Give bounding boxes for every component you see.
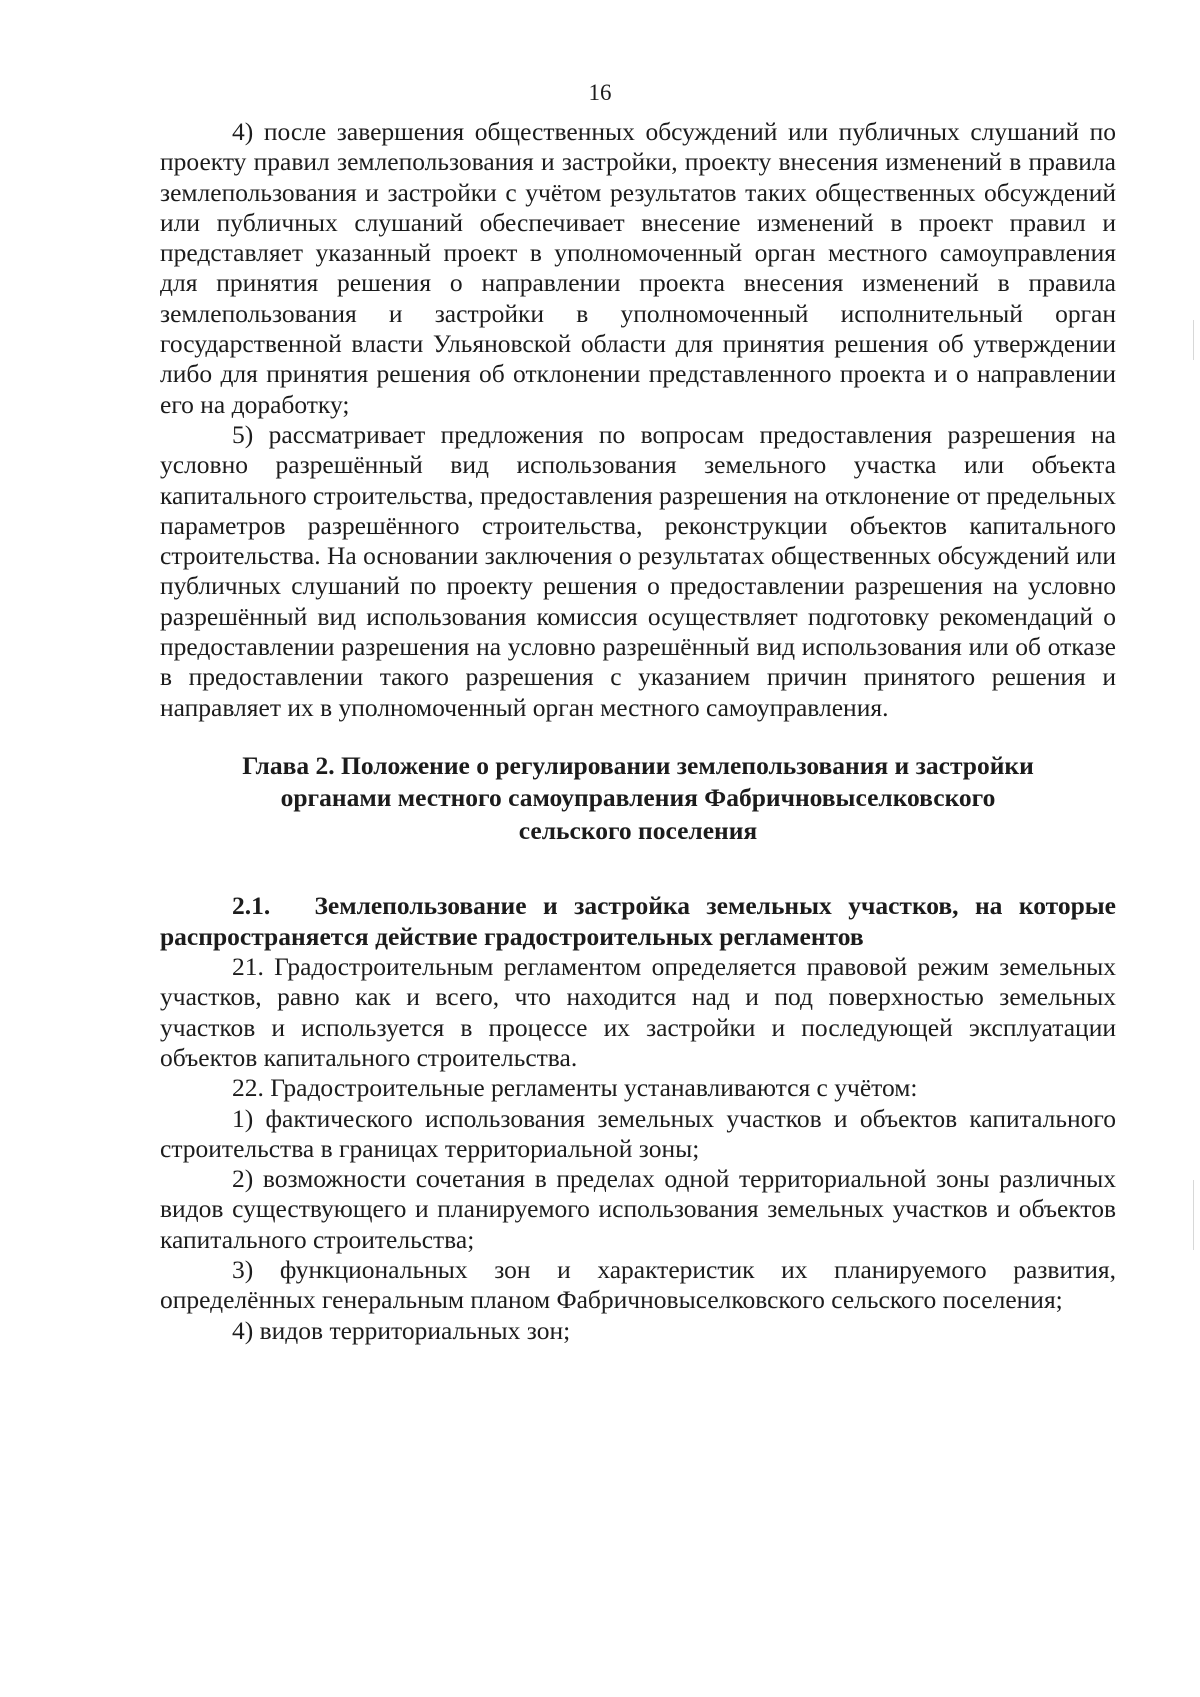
paragraph-22: 22. Градостроительные регламенты устанавливаются с учётом: [232, 1073, 918, 1103]
list-item-4: 4) видов территориальных зон; [232, 1315, 571, 1345]
document-body [160, 117, 1116, 1346]
list-item-2: 2) возможности сочетания в пределах одной территориальной зоны различных видов существующего и планируемого использования земельных участков и объектов капитального строительства; [160, 1164, 1116, 1254]
list-item-1: 1) фактического использования земельных участков и объектов капитального строительства в границах территориальной зоны; [160, 1103, 1116, 1163]
paragraph-item-4: 4) после завершения общественных обсуждений или публичных слушаний по проекту правил землепользования и застройки, проекту внесения изменений в правила землепользования и застройки с учётом результатов таких общественных обсуждений или публичных слушаний обеспечивает внесение изменений в проект правил и представляет указанный проект в уполномоченный орган местного самоуправления для принятия решения о направлении проекта внесения изменений в правила землепользования и застройки в уполномоченный исполнительный орган государственной власти Ульяновской области для принятия решения об утверждении либо для принятия решения об отклонении представленного проекта и о направлении его на доработку; [160, 117, 1116, 419]
list-item-3: 3) функциональных зон и характеристик их планируемого развития, определённых генеральным планом Фабричновыселковского сельского поселения; [160, 1255, 1116, 1315]
section-title: Землепользование и застройка земельных участков, на которые распространяется действие градостроительных регламентов [160, 891, 1116, 951]
paragraph-21: 21. Градостроительным регламентом определяется правовой режим земельных участков, равно как и всего, что находится над и под поверхностью земельных участков и используется в процессе их застройки и последующей эксплуатации объектов капитального строительства. [160, 952, 1116, 1072]
chapter-heading-line-2: органами местного самоуправления Фабричновыселковского [280, 783, 996, 813]
chapter-heading-line-1: Глава 2. Положение о регулировании землепользования и застройки [242, 750, 1034, 780]
paragraph-item-5: 5) рассматривает предложения по вопросам предоставления разрешения на условно разрешённый вид использования земельного участка или объекта капитального строительства, предоставления разрешения на отклонение от предельных параметров разрешённого строительства, реконструкции объектов капитального строительства. На основании заключения о результатах общественных обсуждений или публичных слушаний по проекту решения о предоставлении разрешения на условно разрешённый вид использования комиссия осуществляет подготовку рекомендаций о предоставлении разрешения на условно разрешённый вид использования или об отказе в предоставлении такого разрешения с указанием причин принятого решения и направляет их в уполномоченный орган местного самоуправления. [160, 419, 1116, 722]
section-number: 2.1. [232, 891, 271, 921]
scan-edge-mark [1193, 320, 1194, 360]
page-number: 16 [588, 80, 612, 105]
scan-edge-mark [1193, 1180, 1194, 1250]
section-heading [160, 891, 1116, 952]
chapter-heading-line-3: сельского поселения [518, 815, 758, 845]
chapter-heading [160, 750, 1116, 848]
